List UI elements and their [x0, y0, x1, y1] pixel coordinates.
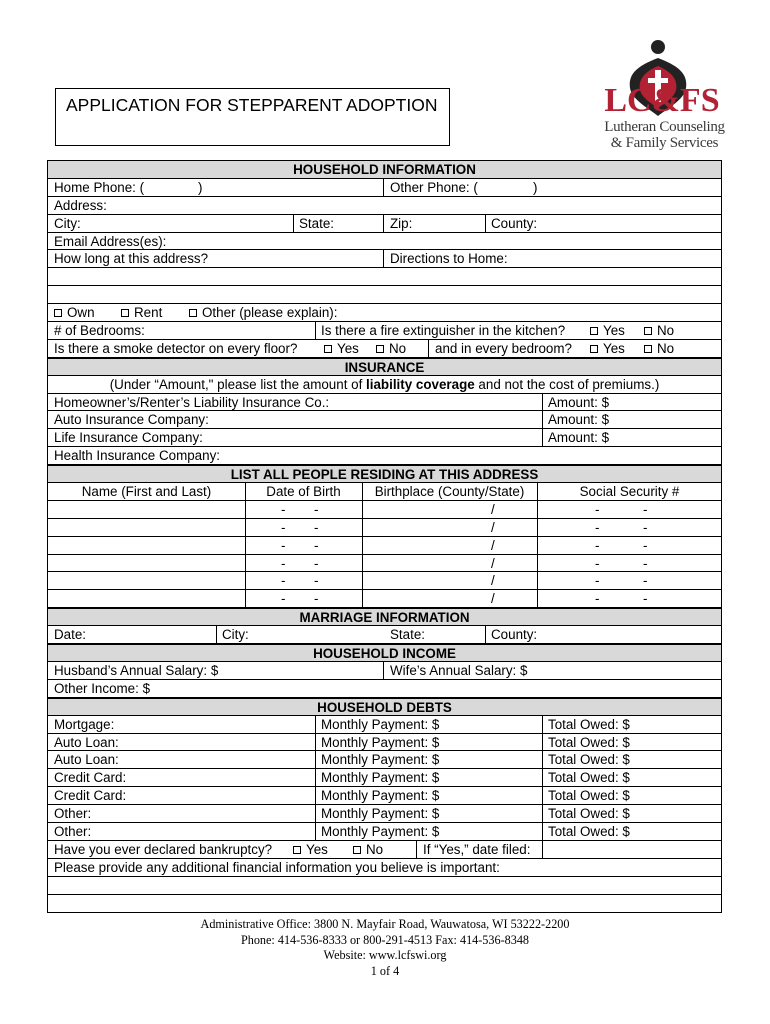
- ssn-dash: -: [643, 555, 648, 571]
- dob-dash: -: [314, 591, 319, 607]
- debt-row: [48, 769, 721, 787]
- life-insurance-row: [48, 429, 721, 447]
- monthly-payment-label: Monthly Payment: $: [321, 716, 440, 732]
- checkbox-icon[interactable]: [353, 846, 361, 854]
- email-label: Email Address(es):: [54, 233, 167, 249]
- debt-row: [48, 751, 721, 769]
- checkbox-icon[interactable]: [590, 345, 598, 353]
- city-label: City:: [54, 215, 81, 231]
- other-phone-close: ): [533, 179, 538, 195]
- person-entry-row[interactable]: [48, 555, 721, 573]
- address-row: [48, 197, 721, 215]
- date-filed-label: If “Yes,” date filed:: [423, 841, 531, 857]
- bankruptcy-question: Have you ever declared bankruptcy?: [54, 841, 273, 857]
- wife-salary-label: Wife’s Annual Salary: $: [390, 662, 528, 678]
- smoke-row: [48, 340, 721, 358]
- insurance-note: (Under “Amount," please list the amount of liability coverage and not the cost of premiums.): [109, 376, 660, 392]
- amount-label: Amount: $: [548, 412, 610, 428]
- birthplace-slash: /: [491, 573, 495, 589]
- total-owed-label: Total Owed: $: [548, 734, 630, 750]
- debt-type-label: Other:: [54, 806, 92, 822]
- section-insurance-header: INSURANCE: [48, 358, 721, 376]
- person-entry-row[interactable]: [48, 519, 721, 537]
- person-entry-row[interactable]: [48, 590, 721, 608]
- fire-extinguisher-question: Is there a fire extinguisher in the kitchen?: [321, 323, 566, 339]
- debt-row: [48, 787, 721, 805]
- ssn-dash: -: [643, 519, 648, 535]
- monthly-payment-label: Monthly Payment: $: [321, 806, 440, 822]
- ssn-dash: -: [595, 501, 600, 517]
- how-long-label: How long at this address?: [54, 251, 209, 267]
- marriage-city-label: City:: [222, 627, 249, 643]
- birthplace-slash: /: [491, 501, 495, 517]
- city-row: [48, 215, 721, 233]
- person-entry-row[interactable]: [48, 537, 721, 555]
- other-option[interactable]: Other (please explain):: [189, 304, 337, 321]
- dob-dash: -: [281, 591, 286, 607]
- debt-row: [48, 823, 721, 841]
- every-bedroom-question: and in every bedroom?: [435, 340, 572, 356]
- ssn-dash: -: [595, 573, 600, 589]
- birthplace-slash: /: [491, 555, 495, 571]
- directions-label: Directions to Home:: [390, 251, 508, 267]
- bedroom-yes-option[interactable]: Yes: [590, 340, 625, 357]
- fire-no-option[interactable]: No: [644, 322, 674, 339]
- debt-type-label: Credit Card:: [54, 788, 127, 804]
- ssn-dash: -: [643, 501, 648, 517]
- home-phone-label: Home Phone: (: [54, 179, 145, 195]
- dob-dash: -: [281, 555, 286, 571]
- debt-row: [48, 734, 721, 752]
- additional-info-row: [48, 859, 721, 877]
- monthly-payment-label: Monthly Payment: $: [321, 752, 440, 768]
- health-insurance-label: Health Insurance Company:: [54, 448, 220, 464]
- ssn-dash: -: [643, 591, 648, 607]
- birthplace-slash: /: [491, 537, 495, 553]
- other-income-row: [48, 680, 721, 698]
- section-people-header: LIST ALL PEOPLE RESIDING AT THIS ADDRESS: [48, 465, 721, 483]
- total-owed-label: Total Owed: $: [548, 823, 630, 839]
- blank-row: [48, 268, 721, 286]
- life-insurance-label: Life Insurance Company:: [54, 430, 203, 446]
- health-insurance-row: [48, 447, 721, 465]
- total-owed-label: Total Owed: $: [548, 752, 630, 768]
- salary-row: [48, 662, 721, 680]
- ssn-dash: -: [643, 537, 648, 553]
- fire-yes-option[interactable]: Yes: [590, 322, 625, 339]
- smoke-no-option[interactable]: No: [376, 340, 406, 357]
- husband-salary-label: Husband’s Annual Salary: $: [54, 662, 219, 678]
- checkbox-icon[interactable]: [590, 327, 598, 335]
- total-owed-label: Total Owed: $: [548, 770, 630, 786]
- county-label: County:: [491, 215, 538, 231]
- state-label: State:: [299, 215, 334, 231]
- bedrooms-label: # of Bedrooms:: [54, 323, 145, 339]
- dob-dash: -: [314, 519, 319, 535]
- total-owed-label: Total Owed: $: [548, 806, 630, 822]
- dob-dash: -: [281, 537, 286, 553]
- section-marriage-header: MARRIAGE INFORMATION: [48, 608, 721, 626]
- ssn-dash: -: [595, 519, 600, 535]
- auto-insurance-row: [48, 411, 721, 429]
- checkbox-icon[interactable]: [293, 846, 301, 854]
- ssn-dash: -: [595, 555, 600, 571]
- checkbox-icon[interactable]: [644, 327, 652, 335]
- dob-dash: -: [314, 573, 319, 589]
- homeowner-insurance-row: [48, 394, 721, 412]
- ssn-dash: -: [595, 537, 600, 553]
- total-owed-label: Total Owed: $: [548, 788, 630, 804]
- checkbox-icon[interactable]: [376, 345, 384, 353]
- debt-type-label: Auto Loan:: [54, 752, 119, 768]
- logo-line-1: Lutheran Counseling: [604, 119, 725, 135]
- additional-info-label: Please provide any additional financial information you believe is important:: [54, 859, 500, 875]
- blank-row: [48, 286, 721, 304]
- ssn-dash: -: [643, 573, 648, 589]
- column-name: Name (First and Last): [81, 484, 212, 500]
- ssn-dash: -: [595, 591, 600, 607]
- bedroom-no-option[interactable]: No: [644, 340, 674, 357]
- amount-label: Amount: $: [548, 394, 610, 410]
- dob-dash: -: [314, 555, 319, 571]
- bedrooms-row: [48, 322, 721, 340]
- dob-dash: -: [281, 573, 286, 589]
- dob-dash: -: [314, 501, 319, 517]
- other-income-label: Other Income: $: [54, 680, 151, 696]
- checkbox-icon[interactable]: [189, 309, 197, 317]
- column-dob: Date of Birth: [266, 484, 341, 500]
- phone-row: [48, 179, 721, 197]
- marriage-county-label: County:: [491, 627, 538, 643]
- debt-type-label: Other:: [54, 823, 92, 839]
- debt-row: [48, 805, 721, 823]
- bankruptcy-no-option[interactable]: No: [353, 841, 383, 858]
- checkbox-icon[interactable]: [324, 345, 332, 353]
- other-phone-label: Other Phone: (: [390, 179, 478, 195]
- footer-address: Administrative Office: 3800 N. Mayfair Road, Wauwatosa, WI 53222-2200: [200, 917, 570, 931]
- debt-type-label: Auto Loan:: [54, 734, 119, 750]
- debt-row: [48, 716, 721, 734]
- monthly-payment-label: Monthly Payment: $: [321, 770, 440, 786]
- blank-row: [48, 877, 721, 895]
- bankruptcy-yes-option[interactable]: Yes: [293, 841, 328, 858]
- total-owed-label: Total Owed: $: [548, 716, 630, 732]
- dob-dash: -: [314, 537, 319, 553]
- person-entry-row[interactable]: [48, 501, 721, 519]
- monthly-payment-label: Monthly Payment: $: [321, 788, 440, 804]
- footer-phone: Phone: 414-536-8333 or 800-291-4513 Fax: 414-536-8348: [240, 933, 530, 947]
- insurance-note-row: [48, 376, 721, 394]
- dob-dash: -: [281, 519, 286, 535]
- bankruptcy-row: [48, 841, 721, 859]
- how-long-row: [48, 250, 721, 268]
- marriage-row: [48, 626, 721, 644]
- email-row: [48, 233, 721, 251]
- smoke-yes-option[interactable]: Yes: [324, 340, 359, 357]
- section-debts-header: HOUSEHOLD DEBTS: [48, 698, 721, 716]
- homeowner-insurance-label: Homeowner’s/Renter’s Liability Insurance Co.:: [54, 394, 330, 410]
- rent-option[interactable]: Rent: [121, 304, 162, 321]
- column-birthplace: Birthplace (County/State): [374, 484, 525, 500]
- monthly-payment-label: Monthly Payment: $: [321, 823, 440, 839]
- checkbox-icon[interactable]: [644, 345, 652, 353]
- section-income-header: HOUSEHOLD INCOME: [48, 644, 721, 662]
- page-title: APPLICATION FOR STEPPARENT ADOPTION: [66, 95, 438, 115]
- debt-type-label: Mortgage:: [54, 716, 115, 732]
- title-box: [55, 88, 450, 146]
- logo-letters: LC&FS: [604, 82, 720, 119]
- footer-website: Website: www.lcfswi.org: [323, 948, 447, 962]
- logo-line-2: & Family Services: [610, 135, 719, 151]
- marriage-state-label: State:: [390, 627, 425, 643]
- birthplace-slash: /: [491, 519, 495, 535]
- monthly-payment-label: Monthly Payment: $: [321, 734, 440, 750]
- checkbox-icon[interactable]: [54, 309, 62, 317]
- address-label: Address:: [54, 197, 107, 213]
- debt-type-label: Credit Card:: [54, 770, 127, 786]
- dob-dash: -: [281, 501, 286, 517]
- auto-insurance-label: Auto Insurance Company:: [54, 412, 209, 428]
- home-phone-close: ): [198, 179, 203, 195]
- application-form: [47, 160, 722, 913]
- blank-row: [48, 895, 721, 913]
- checkbox-icon[interactable]: [121, 309, 129, 317]
- birthplace-slash: /: [491, 591, 495, 607]
- zip-label: Zip:: [390, 215, 413, 231]
- section-household-header: HOUSEHOLD INFORMATION: [48, 161, 721, 179]
- column-ssn: Social Security #: [579, 484, 680, 500]
- page-number: 1 of 4: [370, 964, 400, 978]
- own-option[interactable]: Own: [54, 304, 95, 321]
- ownership-row: [48, 304, 721, 322]
- person-entry-row[interactable]: [48, 572, 721, 590]
- people-columns-row: [48, 483, 721, 501]
- marriage-date-label: Date:: [54, 627, 87, 643]
- amount-label: Amount: $: [548, 430, 610, 446]
- smoke-detector-question: Is there a smoke detector on every floor?: [54, 340, 298, 356]
